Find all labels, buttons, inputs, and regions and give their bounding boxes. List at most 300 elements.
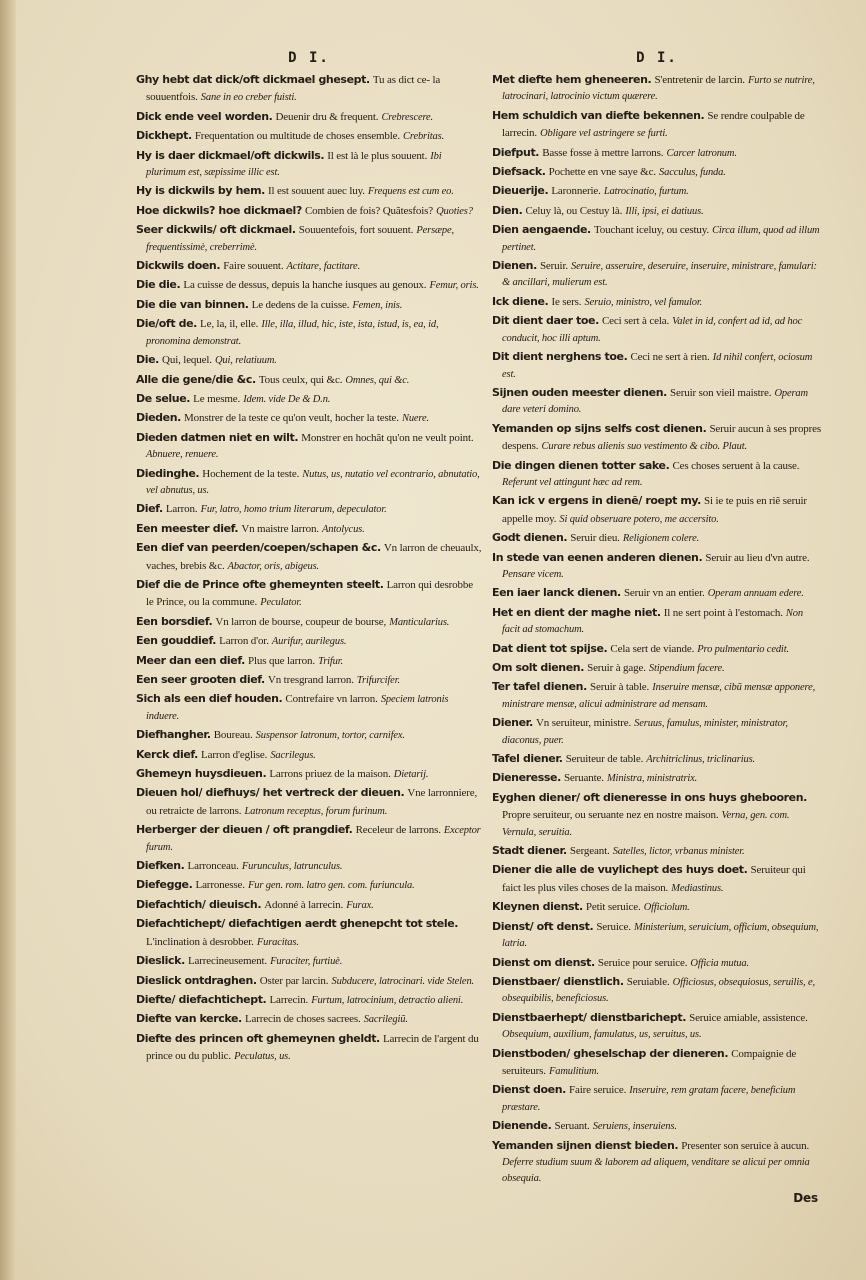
french-gloss: Boureau. bbox=[213, 729, 253, 742]
latin-gloss: Mediastinus. bbox=[671, 882, 724, 894]
latin-gloss: Peculator. bbox=[260, 597, 302, 609]
french-gloss: Seruir à table. bbox=[590, 681, 650, 694]
latin-gloss: Operam dare veteri domino. bbox=[502, 387, 808, 416]
dictionary-entry bbox=[492, 550, 822, 584]
headword: Diefachtichept/ diefachtigen aerdt ghenepcht tot stele. bbox=[136, 917, 459, 931]
latin-gloss: Idem. vide De & D.n. bbox=[243, 393, 331, 405]
french-gloss: Il est là le plus souuent. bbox=[327, 149, 428, 162]
french-gloss: Larrecin de l'argent du prince ou du public. bbox=[146, 1032, 479, 1063]
latin-gloss: Circa illum, quod ad illum pertinet. bbox=[502, 225, 820, 253]
latin-gloss: Seruiens, inseruiens. bbox=[592, 1121, 677, 1133]
latin-gloss: Frequens est cum eo. bbox=[367, 186, 454, 198]
headword: Dieneresse. bbox=[492, 771, 561, 785]
dictionary-entry bbox=[136, 953, 482, 970]
french-gloss: Oster par larcin. bbox=[259, 974, 329, 987]
headword: De selue. bbox=[136, 391, 191, 405]
french-gloss: Tous ceulx, qui &c. bbox=[258, 373, 343, 386]
dictionary-entry bbox=[492, 203, 822, 220]
dictionary-entry bbox=[136, 501, 482, 518]
french-gloss: Touchant iceluy, ou cestuy. bbox=[593, 224, 709, 237]
headword: Die die. bbox=[136, 278, 181, 292]
french-gloss: Seruir. bbox=[539, 260, 568, 273]
headword: Dit dient nerghens toe. bbox=[492, 350, 628, 364]
french-gloss: Seruir à gage. bbox=[587, 662, 646, 674]
headword: Diefegge. bbox=[136, 878, 193, 892]
latin-gloss: Religionem colere. bbox=[622, 533, 700, 545]
headword: Een iaer lanck dienen. bbox=[492, 586, 621, 600]
dictionary-entry bbox=[136, 316, 482, 350]
left-column bbox=[136, 48, 482, 1188]
headword: Diefte/ diefachtichept. bbox=[136, 992, 267, 1006]
dictionary-entry bbox=[136, 973, 482, 990]
dictionary-entry bbox=[136, 766, 482, 783]
catchword: Des bbox=[793, 1190, 818, 1205]
latin-gloss: Si quid obseruare potero, me accersito. bbox=[559, 513, 719, 525]
french-gloss: Seruir au lieu d'vn autre. bbox=[705, 551, 810, 564]
french-gloss: Se rendre coulpable de larrecin. bbox=[502, 109, 805, 140]
headword: Sijnen ouden meester dienen. bbox=[492, 385, 667, 399]
latin-gloss: Sane in eo creber fuisti. bbox=[200, 92, 297, 104]
french-gloss: Ceci ne sert à rien. bbox=[630, 351, 710, 364]
french-gloss: Adonné à larrecin. bbox=[264, 898, 344, 911]
french-gloss: Larron qui desrobbe le Prince, ou la commune. bbox=[146, 578, 473, 609]
dictionary-entry bbox=[492, 751, 822, 768]
latin-gloss: Officiolum. bbox=[643, 902, 690, 914]
french-gloss: Ie sers. bbox=[551, 295, 582, 308]
headword: Diener. bbox=[492, 716, 533, 730]
dictionary-entry bbox=[136, 614, 482, 631]
dictionary-entry bbox=[492, 770, 822, 787]
latin-gloss: Architriclinus, triclinarius. bbox=[646, 754, 755, 766]
dictionary-entry bbox=[492, 843, 822, 860]
dictionary-entry bbox=[136, 466, 482, 500]
french-gloss: Seruiteur de table. bbox=[565, 753, 644, 766]
french-gloss: Vn larron de cheuaulx, vaches, brebis &c. bbox=[146, 542, 482, 572]
headword: Dienen. bbox=[492, 259, 537, 273]
french-gloss: Deuenir dru & frequent. bbox=[275, 110, 379, 123]
latin-gloss: Furtum, latrocinium, detractio alieni. bbox=[311, 994, 464, 1006]
latin-gloss: Sacrilegiũ. bbox=[363, 1014, 408, 1026]
french-gloss: Vn maistre larron. bbox=[241, 522, 319, 535]
french-gloss: Faire souuent. bbox=[223, 260, 284, 273]
headword: Dienstbaer/ dienstlich. bbox=[492, 974, 624, 988]
french-gloss: Vn tresgrand larron. bbox=[267, 674, 354, 686]
latin-gloss: Crebrescere. bbox=[381, 111, 434, 123]
dictionary-entry bbox=[136, 410, 482, 427]
latin-gloss: Trifur. bbox=[318, 655, 344, 667]
latin-gloss: Omnes, qui &c. bbox=[345, 374, 410, 386]
headword: Diefte van kercke. bbox=[136, 1012, 242, 1026]
headword: Diefsack. bbox=[492, 165, 546, 179]
french-gloss: Seruante. bbox=[563, 772, 604, 785]
latin-gloss: Obsequium, auxilium, famulatus, us, seruitus, us. bbox=[502, 1029, 702, 1041]
headword: Dat dient tot spijse. bbox=[492, 641, 608, 655]
latin-gloss: Femen, inis. bbox=[352, 299, 403, 311]
french-gloss: Larron d'or. bbox=[219, 635, 269, 648]
right-entries bbox=[492, 72, 822, 1188]
dictionary-entry bbox=[492, 349, 822, 383]
french-gloss: Larronceau. bbox=[187, 860, 239, 873]
latin-gloss: Ibi plurimum est, sæpissime illic est. bbox=[146, 150, 442, 179]
dictionary-entry bbox=[136, 258, 482, 275]
french-gloss: Combien de fois? Quãtesfois? bbox=[304, 204, 434, 217]
dictionary-entry bbox=[136, 430, 482, 464]
headword: In stede van eenen anderen dienen. bbox=[492, 550, 703, 564]
right-column-header: D I. bbox=[636, 50, 678, 66]
latin-gloss: Furacitas. bbox=[256, 936, 299, 948]
latin-gloss: Peculatus, us. bbox=[234, 1051, 291, 1063]
dictionary-entry bbox=[492, 660, 822, 677]
french-gloss: Basse fosse à mettre larrons. bbox=[542, 146, 664, 159]
headword: Dieden datmen niet en wilt. bbox=[136, 430, 299, 444]
french-gloss: Seruir son vieil maistre. bbox=[670, 386, 772, 399]
french-gloss: Seruice pour seruice. bbox=[597, 956, 688, 969]
headword: Dieden. bbox=[136, 411, 181, 425]
latin-gloss: Furax. bbox=[346, 899, 374, 911]
headword: Die/oft de. bbox=[136, 317, 197, 331]
dictionary-entry bbox=[492, 313, 822, 347]
dictionary-entry bbox=[492, 385, 822, 419]
latin-gloss: Qui, relatiuum. bbox=[214, 355, 277, 367]
french-gloss: La cuisse de dessus, depuis la hanche iusques au genoux. bbox=[183, 279, 427, 292]
latin-gloss: Latronum receptus, forum furinum. bbox=[244, 805, 388, 817]
french-gloss: Larronesse. bbox=[195, 879, 245, 892]
dictionary-entry bbox=[492, 421, 822, 456]
latin-gloss: Curare rebus alienis suo vestimento & cibo. Plaut. bbox=[541, 441, 747, 453]
dictionary-entry bbox=[136, 540, 482, 575]
dictionary-entry bbox=[136, 297, 482, 314]
french-gloss: L'inclination à desrobber. bbox=[146, 935, 254, 948]
french-gloss: Cela sert de viande. bbox=[610, 642, 695, 655]
dictionary-entry bbox=[492, 222, 822, 256]
latin-gloss: Pensare vicem. bbox=[502, 568, 564, 580]
latin-gloss: Verna, gen. com. Vernula, seruitia. bbox=[502, 810, 790, 838]
dictionary-entry bbox=[136, 352, 482, 369]
french-gloss: Seruant. bbox=[554, 1120, 590, 1133]
headword: Dienst doen. bbox=[492, 1083, 566, 1097]
french-gloss: Vn seruiteur, ministre. bbox=[535, 717, 632, 730]
headword: Dien aengaende. bbox=[492, 223, 591, 237]
latin-gloss: Abnuere, renuere. bbox=[146, 449, 219, 461]
latin-gloss: Id nihil confert, ociosum est. bbox=[502, 352, 813, 380]
headword: Dieuen hol/ diefhuys/ het vertreck der dieuen. bbox=[136, 786, 405, 800]
headword: Ter tafel dienen. bbox=[492, 680, 587, 694]
headword: Met diefte hem gheneeren. bbox=[492, 73, 652, 86]
dictionary-entry bbox=[492, 145, 822, 162]
latin-gloss: Dietarij. bbox=[393, 769, 429, 781]
latin-gloss: Stipendium facere. bbox=[648, 663, 725, 674]
dictionary-entry bbox=[492, 899, 822, 916]
dictionary-entry bbox=[136, 222, 482, 256]
latin-gloss: Subducere, latrocinari. vide Stelen. bbox=[331, 975, 475, 987]
dictionary-entry bbox=[136, 521, 482, 538]
dictionary-entry bbox=[136, 577, 482, 612]
dictionary-entry bbox=[136, 633, 482, 650]
latin-gloss: Officia mutua. bbox=[690, 957, 749, 969]
dictionary-entry bbox=[492, 641, 822, 658]
latin-gloss: Satelles, lictor, vrbanus minister. bbox=[612, 846, 745, 858]
latin-gloss: Officiosus, obsequiosus, seruilis, e, obsequibilis, beneficiosus. bbox=[502, 976, 815, 1005]
dictionary-entry bbox=[492, 679, 822, 713]
latin-gloss: Ministerium, seruicium, officium, obsequium, latria. bbox=[502, 921, 819, 950]
french-gloss: Seruice. bbox=[596, 920, 631, 933]
french-gloss: Le, la, il, elle. bbox=[200, 318, 259, 331]
dictionary-entry bbox=[136, 822, 482, 856]
dictionary-entry bbox=[492, 955, 822, 972]
french-gloss: Qui, lequel. bbox=[162, 354, 212, 367]
headword: Hy is daer dickmael/oft dickwils. bbox=[136, 148, 325, 162]
dictionary-entry bbox=[136, 372, 482, 389]
french-gloss: Le mesme. bbox=[193, 392, 241, 405]
headword: Kerck dief. bbox=[136, 747, 198, 761]
french-gloss: Larron d'eglise. bbox=[201, 748, 268, 761]
latin-gloss: Quoties? bbox=[436, 205, 473, 217]
latin-gloss: Inseruire mensæ, cibũ mensæ apponere, ministrare mensæ, alicui administrare ad mensam. bbox=[502, 682, 816, 710]
dictionary-entry bbox=[492, 108, 822, 143]
headword: Dickhept. bbox=[136, 129, 192, 143]
dictionary-entry bbox=[492, 458, 822, 492]
dictionary-entry bbox=[492, 72, 822, 106]
headword: Dief die de Prince ofte ghemeynten steelt. bbox=[136, 577, 384, 591]
dictionary-entry bbox=[136, 653, 482, 670]
dictionary-entry bbox=[492, 974, 822, 1008]
french-gloss: Vne larronniere, ou retraicte de larrons. bbox=[146, 787, 478, 817]
dictionary-entry bbox=[136, 916, 482, 951]
headword: Ghy hebt dat dick/oft dickmael ghesept. bbox=[136, 73, 370, 86]
headword: Dick ende veel worden. bbox=[136, 109, 273, 123]
french-gloss: Seruiteur qui faict les plus viles choses de la maison. bbox=[502, 864, 806, 894]
headword: Diener die alle de vuylichept des huys doet. bbox=[492, 863, 748, 877]
french-gloss: Larrons priuez de la maison. bbox=[269, 768, 391, 781]
french-gloss: Larron. bbox=[165, 503, 198, 516]
latin-gloss: Persæpe, frequentissimè, creberrimè. bbox=[146, 225, 454, 253]
headword: Diefachtich/ dieuisch. bbox=[136, 897, 262, 911]
left-entries bbox=[136, 72, 482, 1066]
headword: Dienstboden/ gheselschap der dieneren. bbox=[492, 1046, 729, 1060]
headword: Diedinghe. bbox=[136, 466, 200, 480]
french-gloss: Faire seruice. bbox=[569, 1084, 627, 1097]
dictionary-entry bbox=[136, 148, 482, 182]
french-gloss: Tu as dict ce- la souuentfois. bbox=[146, 74, 441, 104]
headword: Meer dan een dief. bbox=[136, 653, 245, 667]
latin-gloss: Pro pulmentario cedit. bbox=[697, 643, 789, 655]
dictionary-entry bbox=[136, 277, 482, 294]
dictionary-entry bbox=[136, 109, 482, 126]
dictionary-entry bbox=[136, 992, 482, 1009]
french-gloss: Pochette en vne saye &c. bbox=[548, 166, 656, 179]
latin-gloss: Illi, ipsi, ei datiuus. bbox=[625, 205, 704, 217]
headword: Een dief van peerden/coepen/schapen &c. bbox=[136, 541, 381, 555]
dictionary-entry bbox=[492, 585, 822, 602]
french-gloss: Hochement de la teste. bbox=[202, 467, 300, 480]
french-gloss: Le dedens de la cuisse. bbox=[251, 298, 350, 311]
headword: Ick diene. bbox=[492, 294, 549, 308]
headword: Dit dient daer toe. bbox=[492, 314, 599, 328]
dictionary-entry bbox=[136, 183, 482, 200]
dictionary-entry bbox=[136, 897, 482, 914]
latin-gloss: Deferre studium suum & laborem ad aliquem, venditare se alicui per omnia obsequia. bbox=[502, 1156, 810, 1185]
dictionary-entry bbox=[136, 391, 482, 408]
headword: Een meester dief. bbox=[136, 521, 239, 535]
dictionary-entry bbox=[136, 747, 482, 764]
latin-gloss: Nuere. bbox=[401, 413, 429, 425]
latin-gloss: Furunculus, latrunculus. bbox=[241, 861, 343, 873]
french-gloss: Compaignie de seruiteurs. bbox=[502, 1047, 797, 1077]
dictionary-entry bbox=[136, 203, 482, 220]
headword: Yemanden op sijns selfs cost dienen. bbox=[492, 421, 707, 435]
dictionary-entry bbox=[492, 493, 822, 528]
dictionary-entry bbox=[492, 919, 822, 953]
dictionary-entry bbox=[492, 862, 822, 897]
dictionary-entry bbox=[136, 1031, 482, 1066]
latin-gloss: Aurifur, aurilegus. bbox=[271, 636, 347, 648]
french-gloss: Seruice amiable, assistence. bbox=[689, 1011, 808, 1024]
latin-gloss: Operam annuam edere. bbox=[707, 588, 804, 600]
dictionary-entry bbox=[492, 605, 822, 639]
headword: Yemanden sijnen dienst bieden. bbox=[492, 1138, 679, 1152]
headword: Dieslick ontdraghen. bbox=[136, 973, 257, 987]
french-gloss: Vn larron de bourse, coupeur de bourse, bbox=[215, 615, 387, 628]
french-gloss: Monstrer de la teste ce qu'on veult, hocher la teste. bbox=[184, 412, 399, 425]
headword: Stadt diener. bbox=[492, 844, 567, 858]
french-gloss: Celuy là, ou Cestuy là. bbox=[525, 204, 623, 217]
dictionary-entry bbox=[492, 790, 822, 841]
headword: Dienstbaerhept/ dienstbarichept. bbox=[492, 1010, 687, 1024]
latin-gloss: Antolycus. bbox=[322, 523, 365, 535]
french-gloss: Presenter son seruice à aucun. bbox=[681, 1139, 810, 1152]
french-gloss: Larrecin de choses sacrees. bbox=[244, 1013, 361, 1026]
french-gloss: Si ie te puis en riẽ seruir appelle moy. bbox=[502, 495, 807, 525]
french-gloss: Larrecineusement. bbox=[187, 955, 267, 968]
latin-gloss: Ministra, ministratrix. bbox=[606, 773, 698, 785]
headword: Tafel diener. bbox=[492, 752, 563, 766]
french-gloss: Contrefaire vn larron. bbox=[285, 693, 378, 706]
latin-gloss: Sacrilegus. bbox=[270, 749, 316, 761]
headword: Alle die gene/die &c. bbox=[136, 372, 256, 386]
latin-gloss: Furaciter, furtiuè. bbox=[270, 956, 343, 968]
headword: Dickwils doen. bbox=[136, 259, 221, 273]
dictionary-entry bbox=[492, 183, 822, 200]
latin-gloss: Seruire, asseruire, deseruire, inseruire, ministrare, famulari: & ancillari, mulierum est. bbox=[502, 261, 817, 289]
french-gloss: Il est souuent auec luy. bbox=[268, 185, 365, 198]
headword: Die dingen dienen totter sake. bbox=[492, 458, 670, 472]
headword: Diefhangher. bbox=[136, 728, 211, 742]
french-gloss: Souuentefois, fort souuent. bbox=[298, 224, 414, 237]
latin-gloss: Seruio, ministro, vel famulor. bbox=[584, 296, 703, 308]
dictionary-entry bbox=[492, 1082, 822, 1116]
dictionary-entry bbox=[492, 258, 822, 292]
latin-gloss: Fur gen. rom. latro gen. com. furiuncula. bbox=[247, 880, 415, 892]
latin-gloss: Nutus, us, nutatio vel econtrario, abnutatio, vel abnutus, us. bbox=[146, 468, 480, 496]
headword: Dieuerije. bbox=[492, 184, 549, 198]
latin-gloss: Ille, illa, illud, hic, iste, ista, istud, is, ea, id, pronomina demonstrat. bbox=[146, 319, 439, 347]
headword: Het en dient der maghe niet. bbox=[492, 605, 661, 619]
headword: Om solt dienen. bbox=[492, 661, 585, 674]
dictionary-entry bbox=[492, 164, 822, 181]
latin-gloss: Manticularius. bbox=[389, 616, 450, 628]
headword: Godt dienen. bbox=[492, 531, 568, 545]
latin-gloss: Sacculus, funda. bbox=[659, 167, 726, 179]
latin-gloss: Abactor, oris, abigeus. bbox=[227, 560, 319, 572]
french-gloss: Ceci sert à cela. bbox=[601, 315, 670, 328]
french-gloss: Petit seruice. bbox=[585, 901, 641, 914]
french-gloss: Sergeant. bbox=[569, 845, 610, 858]
headword: Diefput. bbox=[492, 145, 540, 159]
headword: Dienst om dienst. bbox=[492, 955, 595, 969]
headword: Dienende. bbox=[492, 1119, 552, 1133]
french-gloss: Receleur de larrons. bbox=[355, 824, 441, 837]
headword: Ghemeyn huysdieuen. bbox=[136, 767, 267, 781]
latin-gloss: Fur, latro, homo trium literarum, depeculator. bbox=[200, 504, 387, 516]
headword: Herberger der dieuen / oft prangdief. bbox=[136, 823, 353, 837]
latin-gloss: Valet in id, confert ad id, ad hoc conducit, hoc illi aptum. bbox=[502, 316, 803, 344]
headword: Dieslick. bbox=[136, 954, 185, 968]
latin-gloss: Suspensor latronum, tortor, carnifex. bbox=[255, 730, 405, 742]
headword: Een borsdief. bbox=[136, 614, 213, 628]
french-gloss: Ces choses seruent à la cause. bbox=[672, 459, 800, 472]
dictionary-entry bbox=[136, 128, 482, 145]
latin-gloss: Inseruire, rem gratam facere, beneficium præstare. bbox=[502, 1085, 796, 1113]
dictionary-entry bbox=[492, 294, 822, 311]
headword: Dief. bbox=[136, 502, 163, 516]
dictionary-entry bbox=[492, 1118, 822, 1135]
french-gloss: S'entretenir de larcin. bbox=[654, 74, 745, 86]
headword: Dienst/ oft denst. bbox=[492, 919, 594, 933]
headword: Sich als een dief houden. bbox=[136, 692, 283, 706]
french-gloss: Il ne sert point à l'estomach. bbox=[663, 606, 783, 619]
dictionary-entry bbox=[136, 877, 482, 894]
latin-gloss: Obligare vel astringere se furti. bbox=[540, 128, 668, 140]
dictionary-entry bbox=[492, 1046, 822, 1081]
headword: Dien. bbox=[492, 203, 523, 217]
french-gloss: Larrecin. bbox=[269, 993, 309, 1006]
latin-gloss: Actitare, factitare. bbox=[286, 261, 361, 273]
headword: Hem schuldich van diefte bekennen. bbox=[492, 108, 705, 122]
dictionary-entry bbox=[136, 672, 482, 689]
french-gloss: Seruir aucun à ses propres despens. bbox=[502, 422, 822, 453]
left-column-header: D I. bbox=[288, 50, 330, 66]
dictionary-entry bbox=[492, 1010, 822, 1044]
dictionary-entry bbox=[136, 785, 482, 820]
french-gloss: Monstrer en hochãt qu'on ne veult point. bbox=[301, 431, 474, 444]
latin-gloss: Furto se nutrire, latrocinari, latrocinio victum quærere. bbox=[502, 75, 815, 103]
latin-gloss: Femur, oris. bbox=[429, 280, 479, 292]
latin-gloss: Latrocinatio, furtum. bbox=[603, 186, 689, 198]
french-gloss: Plus que larron. bbox=[248, 654, 315, 667]
latin-gloss: Trifurcifer. bbox=[356, 675, 400, 686]
latin-gloss: Famulitium. bbox=[548, 1065, 599, 1077]
dictionary-entry bbox=[492, 530, 822, 547]
headword: Die die van binnen. bbox=[136, 297, 249, 311]
french-gloss: Propre seruiteur, ou seruante nez en nostre maison. bbox=[502, 809, 719, 822]
french-gloss: Laronnerie. bbox=[551, 185, 601, 198]
right-column bbox=[492, 48, 822, 1228]
latin-gloss: Crebritas. bbox=[403, 131, 445, 143]
headword: Die. bbox=[136, 353, 159, 367]
dictionary-entry bbox=[492, 715, 822, 749]
headword: Eyghen diener/ oft dieneresse in ons huys ghebooren. bbox=[492, 790, 807, 804]
dictionary-entry bbox=[492, 1138, 822, 1188]
french-gloss: Seruiable. bbox=[626, 975, 670, 988]
headword: Kan ick v ergens in dienẽ/ roept my. bbox=[492, 494, 701, 508]
headword: Een gouddief. bbox=[136, 634, 217, 648]
dictionary-entry bbox=[136, 1011, 482, 1028]
latin-gloss: Speciem latronis induere. bbox=[146, 694, 449, 722]
headword: Hoe dickwils? hoe dickmael? bbox=[136, 203, 302, 217]
headword: Hy is dickwils by hem. bbox=[136, 184, 265, 198]
headword: Diefken. bbox=[136, 859, 185, 873]
dictionary-entry bbox=[136, 72, 482, 107]
